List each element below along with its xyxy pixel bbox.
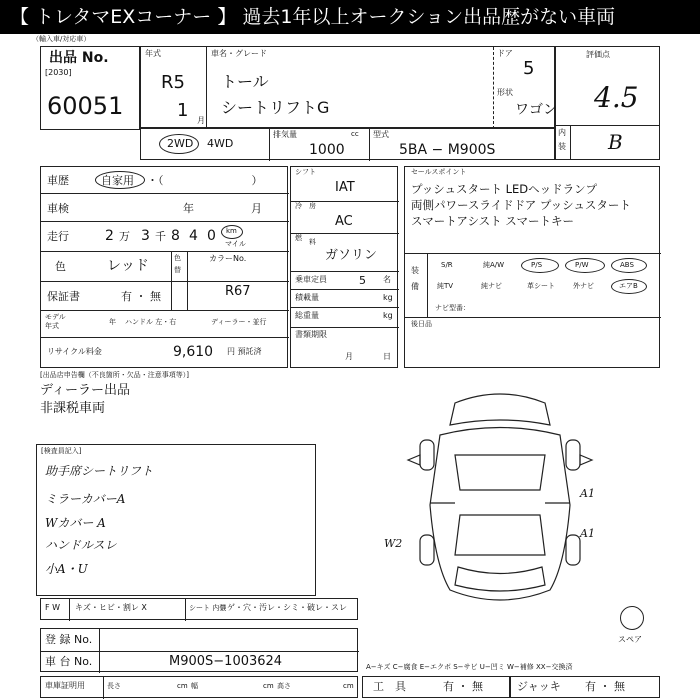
recycle-unit: 円 預託済 [227, 347, 262, 356]
mileage-u2: 千 [155, 230, 166, 243]
cert-length-unit: cm [177, 682, 188, 690]
notes-line-2: 非課税車両 [40, 401, 106, 416]
equip-sr: S/R [441, 261, 453, 269]
gross-unit: kg [383, 311, 393, 320]
score-label: 評価点 [586, 50, 610, 59]
later-label: 後日品 [411, 320, 432, 328]
recycle-label: リサイクル料金 [47, 347, 102, 356]
cert-height-unit: cm [343, 682, 354, 690]
notes-line-1: ディーラー出品 [40, 383, 130, 398]
cert-width: 幅 [191, 682, 198, 690]
equip-navi-model: ナビ型番： [435, 304, 470, 312]
mileage-d3: 8 [171, 228, 180, 244]
drive-4wd: 4WD [207, 137, 234, 150]
fuel-value: ガソリン [325, 248, 378, 263]
equip-ps: P/S [531, 261, 543, 269]
mileage-d1: 2 [105, 228, 114, 244]
car-damage-diagram [400, 385, 600, 615]
equip-leather: 革シート [527, 282, 555, 290]
cert-height: 高さ [277, 682, 291, 690]
color-value: レッド [107, 258, 149, 274]
displacement-label: 排気量 [273, 130, 297, 139]
equip-label-1: 装 [411, 266, 419, 275]
cert-width-unit: cm [263, 682, 274, 690]
warranty-label: 保証書 [47, 290, 80, 303]
fw-label: F W [45, 603, 61, 612]
recycle-value: 9,610 [173, 344, 214, 360]
lot-label: 出品 No. [49, 50, 109, 66]
jack-value: 有 ・ 無 [585, 680, 625, 693]
model-label: 型式 [373, 130, 389, 139]
diagram-w2: W2 [384, 537, 403, 550]
interior-label-2: 装 [558, 142, 566, 151]
car-grade: シートリフトG [221, 98, 330, 117]
model-year-dealer: ディーラー・並行 [211, 318, 267, 326]
chassis-label: 車 台 No. [45, 655, 93, 668]
fw-text: キズ・ヒビ・割レ X [75, 603, 147, 612]
displacement-value: 1000 [309, 142, 345, 158]
details-table [40, 166, 288, 368]
history-rest: ・（ ） [147, 174, 263, 187]
interior-value: B [608, 130, 623, 154]
model-value: 5BA − M900S [399, 142, 496, 158]
middle-table [290, 166, 398, 368]
sales-table [404, 166, 660, 368]
seat-text: コゲ・穴・汚レ・シミ・破レ・スレ [219, 603, 347, 612]
equip-label-2: 備 [411, 282, 419, 291]
diagram-a1-bottom: A1 [580, 527, 595, 540]
color-label: 色 [55, 260, 66, 273]
inspector-box [36, 444, 316, 596]
capacity-label: 乗車定員 [295, 275, 327, 284]
fw-row [40, 598, 358, 620]
equip-abs: ABS [620, 261, 634, 269]
gross-label: 総重量 [295, 311, 319, 320]
expiry-label: 書類期限 [295, 330, 327, 339]
model-year-year: 年 [109, 318, 116, 326]
expiry-day: 日 [383, 352, 391, 361]
registration-label: 登 録 No. [45, 633, 93, 646]
score-box [555, 46, 660, 160]
history-label: 車歴 [47, 174, 69, 187]
aircon-label-1: 冷 [295, 202, 302, 210]
interior-label-1: 内 [558, 128, 566, 137]
damage-legend: A−キズ C−腐食 E−エクボ S−サビ U−凹ミ W−補修 XX−交換済 [366, 663, 573, 671]
notes-title: [出品店申告欄（不良箇所・欠品・注意事項等）] [40, 371, 189, 379]
year-label: 年式 [145, 49, 161, 58]
door-value: 5 [523, 58, 535, 79]
inspector-title: [検査員記入] [41, 447, 82, 455]
shaken-label: 車検 [47, 202, 69, 215]
equip-tv: 純TV [437, 282, 454, 290]
equip-pw: P/W [575, 261, 589, 269]
aircon-value: AC [335, 214, 353, 229]
year-month-unit: 月 [197, 116, 205, 125]
displacement-unit: cc [351, 130, 359, 138]
vehicle-box [140, 46, 555, 128]
equip-navi: 純ナビ [481, 282, 502, 290]
capacity-unit: 名 [383, 275, 391, 284]
mileage-d5: 0 [207, 228, 216, 244]
spare-circle [620, 606, 644, 630]
spare-label: スペア [618, 635, 642, 644]
color-change-1: 色 [174, 254, 181, 262]
expiry-month: 月 [345, 352, 353, 361]
mileage-d2: 3 [141, 228, 150, 244]
equip-ext-navi: 外ナビ [573, 282, 594, 290]
warranty-value: 有 ・ 無 [121, 290, 161, 303]
fuel-label-2: 料 [309, 238, 316, 246]
model-year-label-1: モデル [45, 313, 66, 321]
cert-row [40, 676, 358, 698]
color-change-2: 替 [174, 266, 181, 274]
model-year-handle: ハンドル 左・右 [125, 318, 177, 326]
lot-box [40, 46, 140, 130]
shaken-year: 年 [183, 202, 194, 215]
car-name: トール [221, 72, 269, 91]
cert-length: 長さ [107, 682, 121, 690]
sales-label: セールスポイント [411, 168, 467, 176]
inspector-line-3: Wカバー A [45, 516, 106, 530]
color-code-label: カラーNo. [209, 254, 247, 263]
chassis-value: M900S−1003624 [169, 654, 283, 669]
score-value: 4.5 [594, 81, 639, 114]
inspector-line-2: ミラーカバーA [45, 492, 126, 506]
year-era: R5 [161, 72, 185, 93]
jack-label: ジャッキ [517, 680, 561, 693]
door-label: ドア [497, 49, 513, 58]
model-year-label-2: 年式 [45, 322, 59, 330]
mileage-km: km [226, 227, 237, 235]
top-banner: 【 トレタマEXコーナー 】 過去1年以上オークション出品歴がない車両 [0, 0, 700, 34]
year-month: 1 [177, 100, 189, 121]
shape-label: 形状 [497, 88, 513, 97]
tools-row [362, 676, 510, 698]
sales-line-1: プッシュスタート LEDヘッドランプ [411, 182, 598, 196]
sales-line-2: 両側パワースライドドア プッシュスタート [411, 198, 631, 212]
capacity-value: 5 [359, 274, 366, 287]
drive-2wd: 2WD [167, 137, 194, 150]
lot-code: [2030] [45, 68, 72, 77]
sales-line-3: スマートアシスト スマートキー [411, 214, 575, 228]
registration-box [40, 628, 358, 672]
inspector-line-1: 助手席シートリフト [45, 464, 154, 478]
spec-box [140, 128, 555, 160]
load-unit: kg [383, 293, 393, 302]
car-label: 車名・グレード [211, 49, 267, 58]
load-label: 積載量 [295, 293, 319, 302]
mileage-label: 走行 [47, 230, 69, 243]
equip-airbag: エアB [619, 282, 638, 290]
cert-label: 車庫証明用 [45, 681, 85, 690]
mileage-d4: 4 [189, 228, 198, 244]
inspector-line-5: 小A・U [45, 562, 88, 576]
mileage-u1: 万 [119, 230, 130, 243]
shaken-month: 月 [251, 202, 262, 215]
inspector-line-4: ハンドルスレ [45, 538, 117, 552]
diagram-a1-top: A1 [580, 487, 595, 500]
shift-value: IAT [335, 180, 355, 195]
shape-value: ワゴン [515, 102, 557, 118]
tools-value: 有 ・ 無 [443, 680, 483, 693]
jack-row [510, 676, 660, 698]
lot-number: 60051 [47, 92, 124, 120]
aircon-label-2: 房 [309, 202, 316, 210]
tools-label: 工 具 [373, 680, 406, 693]
equip-aw: 純A/W [483, 261, 505, 269]
color-code: R67 [225, 284, 251, 299]
history-value: 自家用 [101, 174, 134, 187]
shift-label: シフト [295, 168, 316, 176]
top-note: （輸入車/対応車） [32, 35, 91, 43]
fuel-label-1: 燃 [295, 234, 302, 242]
mileage-mile: マイル [225, 240, 246, 248]
seat-label: シート 内張 [189, 604, 227, 612]
